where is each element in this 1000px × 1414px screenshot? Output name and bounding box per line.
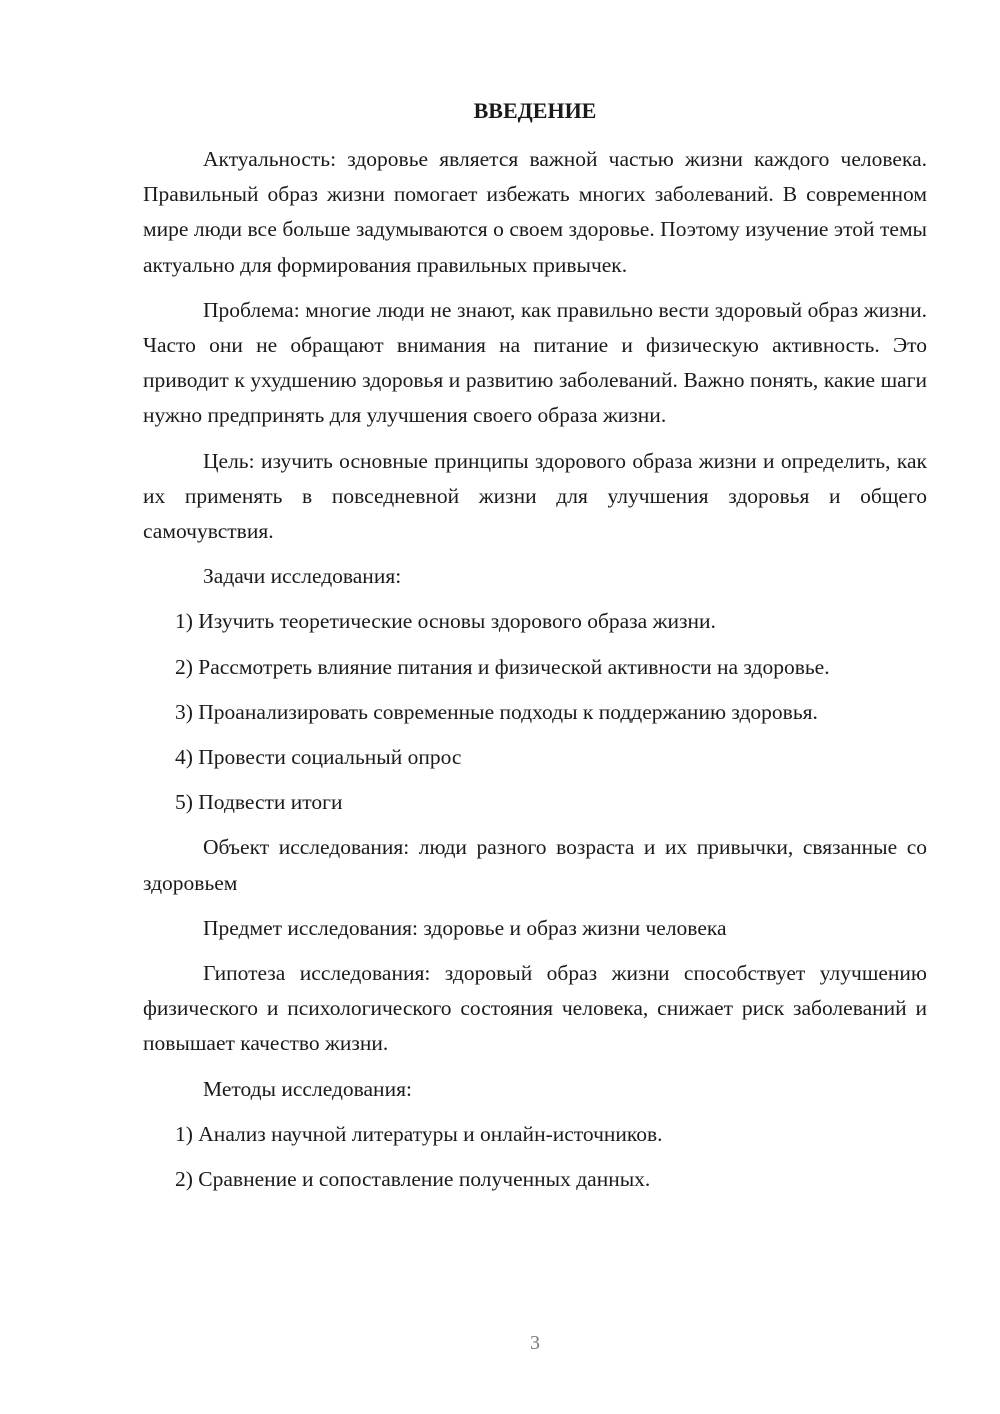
document-page [143, 93, 927, 1207]
paragraph-object: Объект исследования: люди разного возраста и их привычки, связанные со здоровьем [143, 835, 927, 895]
task-item: 5) Подвести итоги [175, 790, 343, 815]
page-number: 3 [530, 1332, 540, 1354]
section-title: ВВЕДЕНИЕ [473, 98, 597, 123]
method-item: 1) Анализ научной литературы и онлайн-источников. [175, 1121, 663, 1146]
method-item: 2) Сравнение и сопоставление полученных данных. [175, 1167, 651, 1192]
paragraph-relevance: Актуальность: здоровье является важной частью жизни каждого человека. Правильный образ жизни помогает избежать многих заболеваний. В современном мире люди все больше задумываются о своем здоровье. Поэтому изучение этой темы актуально для формирования правильных привычек. [143, 147, 927, 277]
tasks-heading: Задачи исследования: [203, 564, 402, 589]
paragraph-hypothesis: Гипотеза исследования: здоровый образ жизни способствует улучшению физического и психологического состояния человека, снижает риск заболеваний и повышает качество жизни. [143, 961, 927, 1056]
task-item: 2) Рассмотреть влияние питания и физической активности на здоровье. [175, 654, 830, 679]
paragraph-goal: Цель: изучить основные принципы здорового образа жизни и определить, как их применять в повседневной жизни для улучшения здоровья и общего самочувствия. [143, 448, 927, 544]
paragraph-subject: Предмет исследования: здоровье и образ жизни человека [203, 915, 727, 940]
methods-heading: Методы исследования: [203, 1076, 412, 1101]
task-item: 4) Провести социальный опрос [175, 745, 462, 770]
task-item: 3) Проанализировать современные подходы к поддержанию здоровья. [175, 699, 818, 724]
task-item: 1) Изучить теоретические основы здорового образа жизни. [175, 609, 716, 634]
paragraph-problem: Проблема: многие люди не знают, как правильно вести здоровый образ жизни. Часто они не обращают внимания на питание и физическую активность. Это приводит к ухудшению здоровья и развитию заболеваний. Важно понять, какие шаги нужно предпринять для улучшения своего образа жизни. [143, 297, 927, 428]
